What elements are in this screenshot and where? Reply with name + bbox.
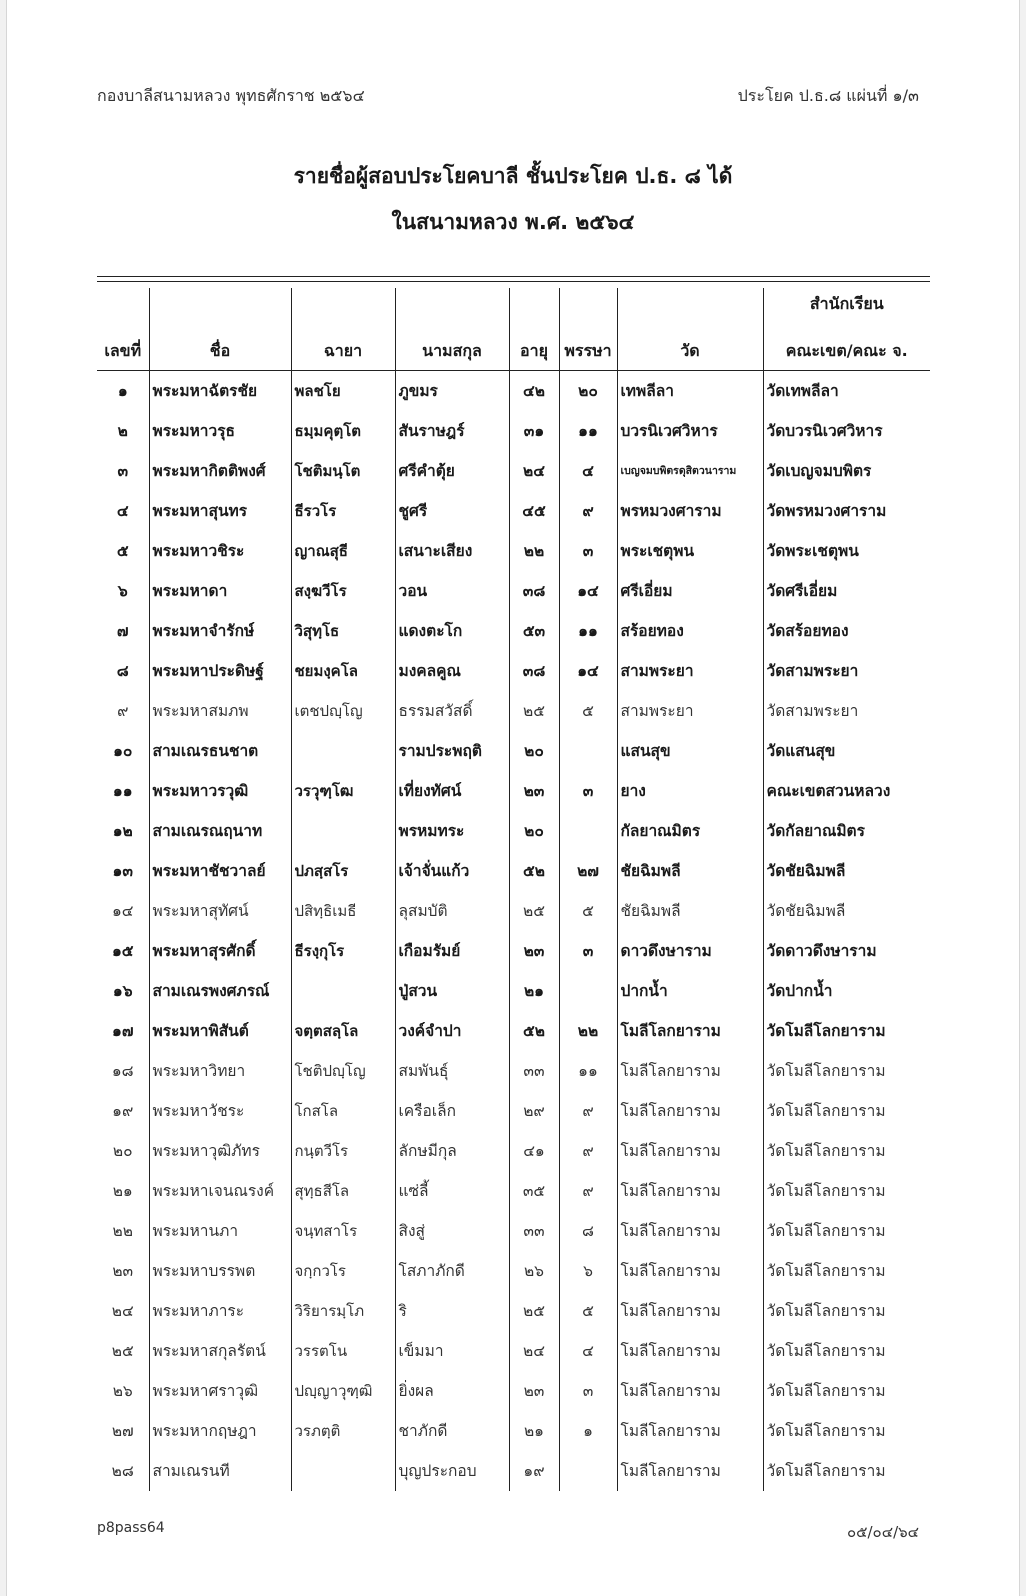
table-row (97, 1211, 930, 1251)
cell-wat: ชัยฉิมพลี (617, 851, 763, 891)
cell-age: ๒๐ (509, 811, 559, 851)
cell-surname: เกือมรัมย์ (395, 931, 509, 971)
cell-surname: ปู่สวน (395, 971, 509, 1011)
cell-name: พระมหาภาระ (149, 1291, 291, 1331)
cell-age: ๒๕ (509, 691, 559, 731)
cell-name: พระมหาสุรศักดิ์ (149, 931, 291, 971)
cell-chaya: ปสิทฺธิเมธี (291, 891, 395, 931)
cell-name: พระมหาเจนณรงค์ (149, 1171, 291, 1211)
document-page (6, 0, 1020, 1596)
table-row (97, 1291, 930, 1331)
cell-vassa: ๕ (559, 691, 617, 731)
cell-no: ๒๒ (112, 1222, 133, 1240)
table-row (97, 1451, 930, 1491)
cell-wat: โมลีโลกยาราม (617, 1211, 763, 1251)
cell-name: พระมหากฤษฎา (149, 1411, 291, 1451)
cell-vassa: ๕ (559, 891, 617, 931)
table-row (97, 1131, 930, 1171)
cell-vassa: ๑๑ (559, 1051, 617, 1091)
cell-age: ๒๓ (509, 771, 559, 811)
cell-chaya: เตชปญฺโญ (291, 691, 395, 731)
cell-age: ๔๑ (509, 1131, 559, 1171)
table-row (97, 1171, 930, 1211)
cell-name: พระมหาฉัตรชัย (149, 371, 291, 411)
cell-name: สามเณรนที (149, 1451, 291, 1491)
cell-school: วัดโมลีโลกยาราม (763, 1091, 930, 1131)
col-header-vassa: พรรษา (559, 288, 617, 371)
cell-surname: สิงสู่ (395, 1211, 509, 1251)
cell-wat: โมลีโลกยาราม (617, 1451, 763, 1491)
col-header-school-line1: สำนักเรียน (809, 294, 884, 313)
cell-school: วัดโมลีโลกยาราม (763, 1411, 930, 1451)
cell-no: ๗ (116, 622, 129, 640)
cell-surname: วอน (395, 571, 509, 611)
cell-vassa (559, 1451, 617, 1491)
cell-wat: โมลีโลกยาราม (617, 1091, 763, 1131)
cell-no: ๑๒ (112, 822, 133, 840)
cell-wat: ยาง (617, 771, 763, 811)
table-header-row (97, 288, 930, 371)
cell-surname: ภูขมร (395, 371, 509, 411)
cell-name: พระมหาสุทัศน์ (149, 891, 291, 931)
results-table (97, 288, 930, 1491)
cell-age: ๕๒ (509, 851, 559, 891)
cell-chaya (291, 731, 395, 771)
cell-vassa: ๙ (559, 1131, 617, 1171)
cell-name: พระมหาสมภพ (149, 691, 291, 731)
cell-name: พระมหาประดิษฐ์ (149, 651, 291, 691)
table-row (97, 411, 930, 451)
cell-no: ๖ (117, 582, 128, 600)
cell-chaya: จตฺตสลฺโล (291, 1011, 395, 1051)
cell-vassa: ๖ (559, 1251, 617, 1291)
cell-school: วัดเทพลีลา (763, 371, 930, 411)
cell-wat: โมลีโลกยาราม (617, 1371, 763, 1411)
table-row (97, 451, 930, 491)
cell-surname: สมพันธุ์ (395, 1051, 509, 1091)
col-header-surname: นามสกุล (395, 288, 509, 371)
cell-no: ๑๓ (112, 862, 133, 880)
cell-no: ๑๕ (111, 942, 134, 960)
cell-chaya: วรภตฺติ (291, 1411, 395, 1451)
cell-wat: โมลีโลกยาราม (617, 1291, 763, 1331)
cell-no: ๒๐ (112, 1142, 133, 1160)
cell-vassa: ๑ (559, 1411, 617, 1451)
cell-chaya: สุทฺธสีโล (291, 1171, 395, 1211)
table-row (97, 851, 930, 891)
cell-age: ๔๒ (509, 371, 559, 411)
table-row (97, 611, 930, 651)
cell-no: ๑๔ (111, 902, 134, 920)
col-header-no: เลขที่ (97, 288, 149, 371)
cell-surname: ชาภักดี (395, 1411, 509, 1451)
cell-age: ๒๑ (509, 1411, 559, 1451)
cell-wat: ชัยฉิมพลี (617, 891, 763, 931)
cell-vassa: ๕ (559, 1291, 617, 1331)
cell-name: พระมหาชัชวาลย์ (149, 851, 291, 891)
cell-vassa (559, 731, 617, 771)
cell-chaya: ชยมงฺคโล (291, 651, 395, 691)
table-row (97, 1051, 930, 1091)
table-row (97, 691, 930, 731)
cell-age: ๒๓ (509, 931, 559, 971)
cell-age: ๓๕ (509, 1171, 559, 1211)
cell-age: ๕๓ (509, 611, 559, 651)
header-sheet-number: ประโยค ป.ธ.๘ แผ่นที่ ๑/๓ (737, 86, 919, 105)
cell-vassa: ๙ (559, 491, 617, 531)
cell-age: ๓๑ (509, 411, 559, 451)
cell-name: พระมหาวัชระ (149, 1091, 291, 1131)
cell-wat: แสนสุข (617, 731, 763, 771)
cell-chaya: ญาณสุธี (291, 531, 395, 571)
cell-no: ๔ (116, 502, 129, 520)
cell-chaya: วิสุทฺโธ (291, 611, 395, 651)
cell-wat: โมลีโลกยาราม (617, 1051, 763, 1091)
table-row (97, 571, 930, 611)
cell-chaya: สงฺฆวีโร (291, 571, 395, 611)
cell-no: ๒๗ (111, 1422, 134, 1440)
cell-chaya: จกฺกวโร (291, 1251, 395, 1291)
table-row (97, 371, 930, 411)
cell-name: พระมหาวิทยา (149, 1051, 291, 1091)
cell-school: วัดปากน้ำ (763, 971, 930, 1011)
cell-wat: กัลยาณมิตร (617, 811, 763, 851)
cell-school: วัดสามพระยา (763, 651, 930, 691)
cell-vassa: ๓ (559, 931, 617, 971)
table-row (97, 1091, 930, 1131)
cell-no: ๓ (117, 462, 129, 480)
cell-chaya (291, 811, 395, 851)
cell-no: ๑๖ (112, 982, 133, 1000)
col-header-wat: วัด (617, 288, 763, 371)
cell-school: วัดพรหมวงศาราม (763, 491, 930, 531)
cell-wat: โมลีโลกยาราม (617, 1251, 763, 1291)
table-row (97, 651, 930, 691)
cell-vassa: ๑๑ (559, 411, 617, 451)
cell-chaya: โชติมนฺโต (291, 451, 395, 491)
cell-surname: เข็มมา (395, 1331, 509, 1371)
cell-age: ๒๑ (509, 971, 559, 1011)
cell-age: ๒๔ (509, 1331, 559, 1371)
cell-school: วัดกัลยาณมิตร (763, 811, 930, 851)
cell-name: พระมหาวรวุฒิ (149, 771, 291, 811)
cell-school: วัดพระเชตุพน (763, 531, 930, 571)
col-header-chaya: ฉายา (291, 288, 395, 371)
cell-age: ๒๕ (509, 891, 559, 931)
cell-surname: เจ้าจั่นแก้ว (395, 851, 509, 891)
cell-school: วัดสามพระยา (763, 691, 930, 731)
cell-surname: รามประพฤติ (395, 731, 509, 771)
cell-vassa: ๓ (559, 1371, 617, 1411)
cell-surname: เที่ยงทัศน์ (395, 771, 509, 811)
cell-surname: ศรีคำตุ้ย (395, 451, 509, 491)
cell-school: วัดแสนสุข (763, 731, 930, 771)
cell-wat: สามพระยา (617, 691, 763, 731)
cell-chaya: โกสโล (291, 1091, 395, 1131)
cell-no: ๒๔ (111, 1302, 134, 1320)
cell-school: วัดโมลีโลกยาราม (763, 1251, 930, 1291)
cell-age: ๒๓ (509, 1371, 559, 1411)
cell-school: วัดโมลีโลกยาราม (763, 1131, 930, 1171)
document-title: รายชื่อผู้สอบประโยคบาลี ชั้นประโยค ป.ธ. ๘ ได้ (293, 164, 733, 188)
cell-chaya: พลชโย (291, 371, 395, 411)
col-header-school-line2: คณะเขต/คณะ จ. (785, 341, 908, 360)
cell-school: วัดชัยฉิมพลี (763, 891, 930, 931)
cell-surname: แซ่ลี้ (395, 1171, 509, 1211)
cell-age: ๓๓ (509, 1211, 559, 1251)
cell-surname: วงค์จำปา (395, 1011, 509, 1051)
cell-age: ๒๒ (509, 531, 559, 571)
cell-name: พระมหาวรุธ (149, 411, 291, 451)
cell-name: สามเณรธนชาต (149, 731, 291, 771)
cell-no: ๑๗ (112, 1022, 134, 1040)
cell-name: สามเณรณฤนาท (149, 811, 291, 851)
cell-chaya: โชติปญฺโญ (291, 1051, 395, 1091)
cell-chaya: ธีรงฺกุโร (291, 931, 395, 971)
cell-chaya: วิริยารมฺโภ (291, 1291, 395, 1331)
table-row (97, 811, 930, 851)
cell-age: ๔๕ (509, 491, 559, 531)
cell-chaya: ปญฺญาวุฑฺฒิ (291, 1371, 395, 1411)
table-row (97, 971, 930, 1011)
cell-name: พระมหาวชิระ (149, 531, 291, 571)
cell-wat: เทพลีลา (617, 371, 763, 411)
cell-school: วัดโมลีโลกยาราม (763, 1451, 930, 1491)
cell-name: สามเณรพงศภรณ์ (149, 971, 291, 1011)
cell-wat: โมลีโลกยาราม (617, 1011, 763, 1051)
cell-school: วัดชัยฉิมพลี (763, 851, 930, 891)
cell-school: วัดโมลีโลกยาราม (763, 1051, 930, 1091)
cell-wat: ศรีเอี่ยม (617, 571, 763, 611)
cell-vassa: ๑๔ (559, 651, 617, 691)
cell-no: ๘ (116, 662, 129, 680)
cell-school: คณะเขตสวนหลวง (763, 771, 930, 811)
cell-school: วัดบวรนิเวศวิหาร (763, 411, 930, 451)
cell-age: ๒๙ (509, 1091, 559, 1131)
cell-no: ๒๓ (112, 1262, 134, 1280)
table-row (97, 1011, 930, 1051)
cell-vassa: ๒๒ (559, 1011, 617, 1051)
col-header-age: อายุ (509, 288, 559, 371)
cell-school: วัดโมลีโลกยาราม (763, 1011, 930, 1051)
cell-surname: สันราษฎร์ (395, 411, 509, 451)
cell-name: พระมหานภา (149, 1211, 291, 1251)
table-row (97, 1251, 930, 1291)
cell-surname: ลักษมีกุล (395, 1131, 509, 1171)
cell-school: วัดโมลีโลกยาราม (763, 1371, 930, 1411)
cell-no: ๑๙ (112, 1102, 134, 1120)
top-rule-second (97, 281, 930, 282)
cell-school: วัดโมลีโลกยาราม (763, 1331, 930, 1371)
cell-wat: พระเชตุพน (617, 531, 763, 571)
cell-no: ๑ (117, 382, 128, 401)
cell-wat: สร้อยทอง (617, 611, 763, 651)
cell-surname: ธรรมสวัสดิ์ (395, 691, 509, 731)
cell-wat: โมลีโลกยาราม (617, 1131, 763, 1171)
cell-age: ๕๒ (509, 1011, 559, 1051)
cell-surname: แดงตะโก (395, 611, 509, 651)
cell-vassa: ๔ (559, 1331, 617, 1371)
cell-name: พระมหากิตติพงศ์ (149, 451, 291, 491)
cell-surname: พรหมทระ (395, 811, 509, 851)
cell-vassa: ๙ (559, 1091, 617, 1131)
cell-surname: เสนาะเสียง (395, 531, 509, 571)
cell-name: พระมหาพิสันต์ (149, 1011, 291, 1051)
table-row (97, 891, 930, 931)
cell-age: ๓๘ (509, 571, 559, 611)
cell-vassa: ๙ (559, 1171, 617, 1211)
cell-no: ๒๖ (112, 1382, 133, 1400)
cell-vassa: ๑๑ (559, 611, 617, 651)
cell-vassa (559, 971, 617, 1011)
cell-wat: เบญจมบพิตรดุสิตวนาราม (617, 451, 763, 491)
cell-chaya: ปภสฺสโร (291, 851, 395, 891)
cell-no: ๒๕ (111, 1342, 134, 1360)
cell-surname: บุญประกอบ (395, 1451, 509, 1491)
cell-school: วัดโมลีโลกยาราม (763, 1171, 930, 1211)
cell-wat: บวรนิเวศวิหาร (617, 411, 763, 451)
document-subtitle: ในสนามหลวง พ.ศ. ๒๕๖๔ (391, 210, 635, 234)
cell-chaya: ธมฺมคุตฺโต (291, 411, 395, 451)
cell-chaya: วรรตโน (291, 1331, 395, 1371)
cell-chaya (291, 1451, 395, 1491)
cell-no: ๒ (117, 422, 128, 440)
table-row (97, 531, 930, 571)
cell-chaya: วรวุฑฺโฒ (291, 771, 395, 811)
cell-age: ๑๙ (509, 1451, 559, 1491)
cell-chaya: ธีรวโร (291, 491, 395, 531)
cell-wat: สามพระยา (617, 651, 763, 691)
cell-school: วัดเบญจมบพิตร (763, 451, 930, 491)
cell-age: ๒๐ (509, 731, 559, 771)
table-row (97, 731, 930, 771)
cell-name: พระมหาสกุลรัตน์ (149, 1331, 291, 1371)
cell-no: ๒๑ (112, 1182, 133, 1200)
cell-vassa: ๘ (559, 1211, 617, 1251)
table-body (97, 371, 930, 1491)
cell-age: ๒๖ (509, 1251, 559, 1291)
top-rule (97, 276, 930, 277)
footer-code: p8pass64 (97, 1520, 165, 1536)
cell-vassa: ๒๗ (559, 851, 617, 891)
cell-surname: โสภาภักดี (395, 1251, 509, 1291)
cell-school: วัดโมลีโลกยาราม (763, 1291, 930, 1331)
cell-no: ๑๐ (113, 742, 133, 760)
cell-wat: โมลีโลกยาราม (617, 1171, 763, 1211)
cell-wat: โมลีโลกยาราม (617, 1331, 763, 1371)
table-row (97, 1411, 930, 1451)
cell-age: ๒๕ (509, 1291, 559, 1331)
cell-vassa: ๓ (559, 531, 617, 571)
cell-wat: ดาวดึงษาราม (617, 931, 763, 971)
header-office: กองบาลีสนามหลวง พุทธศักราช ๒๕๖๔ (97, 86, 365, 105)
cell-name: พระมหาจำรักษ์ (149, 611, 291, 651)
cell-no: ๑๑ (112, 782, 133, 800)
cell-name: พระมหาวุฒิภัทร (149, 1131, 291, 1171)
cell-vassa: ๑๔ (559, 571, 617, 611)
cell-vassa: ๓ (559, 771, 617, 811)
cell-surname: ชูศรี (395, 491, 509, 531)
table-row (97, 491, 930, 531)
col-header-school (763, 288, 930, 371)
cell-age: ๒๔ (509, 451, 559, 491)
cell-no: ๒๘ (111, 1462, 134, 1480)
cell-school: วัดโมลีโลกยาราม (763, 1211, 930, 1251)
cell-surname: ลุสมบัติ (395, 891, 509, 931)
cell-age: ๓๓ (509, 1051, 559, 1091)
col-header-name: ชื่อ (149, 288, 291, 371)
cell-vassa (559, 811, 617, 851)
cell-surname: ริ (395, 1291, 509, 1331)
cell-surname: เครือเล็ก (395, 1091, 509, 1131)
table-row (97, 1331, 930, 1371)
cell-chaya (291, 971, 395, 1011)
table-row (97, 931, 930, 971)
cell-no: ๕ (116, 542, 129, 560)
cell-surname: มงคลคูณ (395, 651, 509, 691)
cell-name: พระมหาสุนทร (149, 491, 291, 531)
cell-vassa: ๔ (559, 451, 617, 491)
cell-wat: โมลีโลกยาราม (617, 1411, 763, 1451)
cell-no: ๙ (117, 702, 129, 720)
cell-age: ๓๘ (509, 651, 559, 691)
cell-surname: ยิ่งผล (395, 1371, 509, 1411)
cell-chaya: จนฺทสาโร (291, 1211, 395, 1251)
cell-name: พระมหาดา (149, 571, 291, 611)
cell-wat: ปากน้ำ (617, 971, 763, 1011)
cell-school: วัดดาวดึงษาราม (763, 931, 930, 971)
cell-name: พระมหาศราวุฒิ (149, 1371, 291, 1411)
cell-school: วัดศรีเอี่ยม (763, 571, 930, 611)
cell-school: วัดสร้อยทอง (763, 611, 930, 651)
footer-date: ๐๕/๐๔/๖๔ (847, 1523, 919, 1541)
cell-chaya: กนฺตวีโร (291, 1131, 395, 1171)
cell-wat: พรหมวงศาราม (617, 491, 763, 531)
cell-no: ๑๘ (111, 1062, 134, 1080)
table-row (97, 1371, 930, 1411)
cell-vassa: ๒๐ (559, 371, 617, 411)
cell-name: พระมหาบรรพต (149, 1251, 291, 1291)
table-row (97, 771, 930, 811)
